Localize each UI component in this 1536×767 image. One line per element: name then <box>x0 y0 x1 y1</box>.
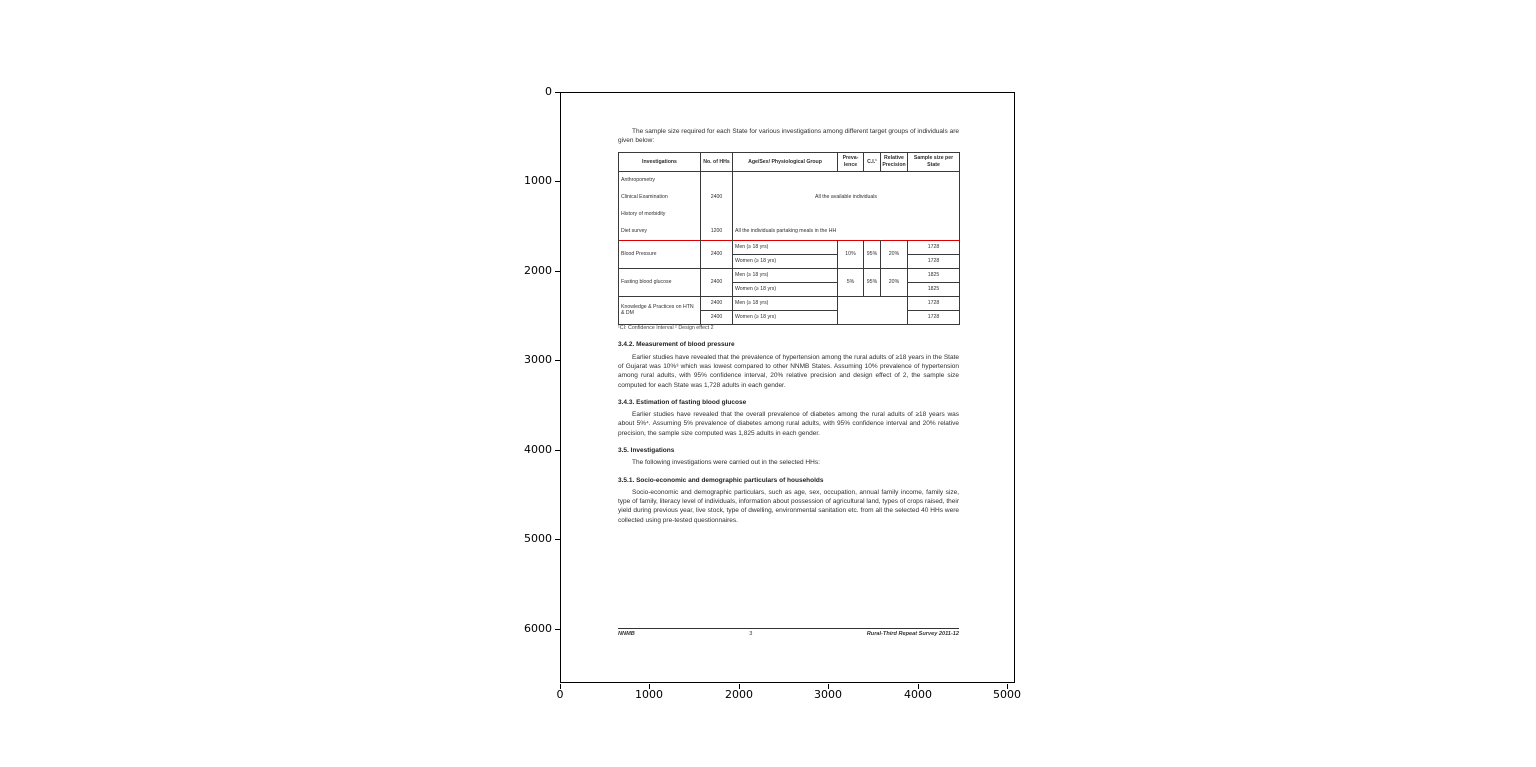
table-row <box>619 171 960 189</box>
prevalence-cell: 10% <box>838 240 864 268</box>
sample-size-cell: 1825 <box>908 282 960 296</box>
merged-cell-partaking-meals: All the individuals partaking meals in the HH <box>733 223 960 241</box>
sample-size-cell: 1728 <box>908 310 960 324</box>
hhs-cell <box>701 171 733 189</box>
age-sex-cell: Men (≥ 18 yrs) <box>733 240 838 254</box>
age-sex-cell: Women (≥ 18 yrs) <box>733 254 838 268</box>
sample-size-cell: 1728 <box>908 254 960 268</box>
x-axis-tick-label: 1000 <box>635 688 663 701</box>
x-axis-tick-label: 2000 <box>725 688 753 701</box>
merged-cell-all-individuals: All the available individuals <box>733 171 960 223</box>
sample-size-cell: 1728 <box>908 296 960 310</box>
investigation-cell: Blood Pressure <box>619 240 701 268</box>
hhs-cell: 2400 <box>701 189 733 206</box>
sample-size-cell: 1728 <box>908 240 960 254</box>
ci-cell: 95% <box>864 268 881 296</box>
y-axis-tick-label: 6000 <box>524 622 552 635</box>
y-axis-tick-label: 5000 <box>524 532 552 545</box>
precision-cell: 20% <box>881 240 908 268</box>
document-page <box>618 127 959 637</box>
section-body-3-4-2: Earlier studies have revealed that the prevalence of hypertension among the rural adults of ≥18 years in the State of Gujarat was 10%³ which was lowest compared to other NNMB States. Assuming 10% prevalence of hypertension among rural adults, with 95% confidence interval, 20% relative precision and design effect of 2, the sample size computed for each State was 1,728 adults in each gender. <box>618 353 959 389</box>
investigation-cell: Clinical Examination <box>619 189 701 206</box>
section-heading-3-5: 3.5. Investigations <box>618 446 675 454</box>
table-row <box>619 223 960 241</box>
table-row <box>619 240 960 254</box>
section-body-3-5-1: Socio-economic and demographic particulars, such as age, sex, occupation, annual family income, family size, type of family, literacy level of individuals, information about possession of agricultural land, types of crops raised, their yield during previous year, live stock, type of dwelling, environmental sanitation etc. from all the selected 40 HHs were collected using pre-tested questionnaires. <box>618 488 959 524</box>
hhs-cell: 1200 <box>701 223 733 241</box>
sample-size-table <box>618 152 960 325</box>
y-axis-tick-label: 4000 <box>524 443 552 456</box>
hhs-cell: 2400 <box>701 240 733 268</box>
section-body-3-4-3: Earlier studies have revealed that the overall prevalence of diabetes among the rural adults of ≥18 years was about 5%⁴. Assuming 5% prevalence of diabetes among rural adults, with 95% confidence interval and 20% relative precision, the sample size computed was 1,825 adults in each gender. <box>618 411 959 437</box>
table-row <box>619 296 960 310</box>
header-no-of-hhs: No. of HHs <box>701 153 733 172</box>
x-axis-tick-label: 4000 <box>904 688 932 701</box>
age-sex-cell: Women (≥ 18 yrs) <box>733 282 838 296</box>
prevalence-cell: 5% <box>838 268 864 296</box>
section-heading-3-4-2: 3.4.2. Measurement of blood pressure <box>618 341 735 349</box>
hhs-cell: 2400 <box>701 310 733 324</box>
sample-size-cell: 1825 <box>908 268 960 282</box>
blank-cell <box>838 296 908 324</box>
x-axis-tick-label: 5000 <box>993 688 1021 701</box>
footer-survey-title: Rural-Third Repeat Survey 2011-12 <box>866 631 959 637</box>
table-footnote: ¹CI: Confidence Interval ² Design effect 2 <box>618 324 714 331</box>
y-axis-tick-label: 0 <box>545 85 552 98</box>
header-investigations: Investigations <box>619 153 701 172</box>
table-header-row <box>619 153 960 172</box>
section-heading-3-5-1: 3.5.1. Socio-economic and demographic particulars of households <box>618 476 824 484</box>
header-sample-size: Sample size per State <box>908 153 960 172</box>
y-axis-tick-label: 2000 <box>524 264 552 277</box>
header-prevalence: Preva- lence <box>838 153 864 172</box>
x-axis-tick-label: 0 <box>556 688 564 701</box>
investigation-cell: Fasting blood glucose <box>619 268 701 296</box>
header-age-sex-group: Age/Sex/ Physiological Group <box>733 153 838 172</box>
investigation-cell: History of morbidity <box>619 206 701 223</box>
age-sex-cell: Men (≥ 18 yrs) <box>733 296 838 310</box>
hhs-cell <box>701 206 733 223</box>
y-axis-tick-label: 1000 <box>524 174 552 187</box>
header-relative-precision: Relative Precision <box>881 153 908 172</box>
footer-page-number: 3 <box>749 631 753 637</box>
plot-area <box>560 92 1015 683</box>
section-heading-3-4-3: 3.4.3. Estimation of fasting blood glucose <box>618 398 747 406</box>
intro-paragraph: The sample size required for each State for various investigations among different target groups of individuals are given below: <box>618 128 959 145</box>
header-ci: C.I.¹ <box>864 153 881 172</box>
page-footer <box>618 628 959 639</box>
section-body-3-5: The following investigations were carried out in the selected HHs: <box>632 459 820 467</box>
hhs-cell: 2400 <box>701 296 733 310</box>
age-sex-cell: Women (≥ 18 yrs) <box>733 310 838 324</box>
investigation-cell: Knowledge & Practices on HTN & DM <box>619 296 701 324</box>
footer-document-name: NNMB <box>618 631 635 637</box>
x-axis-tick-label: 3000 <box>814 688 842 701</box>
investigation-cell: Anthropometry <box>619 171 701 189</box>
table-row <box>619 268 960 282</box>
precision-cell: 20% <box>881 268 908 296</box>
hhs-cell: 2400 <box>701 268 733 296</box>
investigation-cell: Diet survey <box>619 223 701 241</box>
ci-cell: 95% <box>864 240 881 268</box>
age-sex-cell: Men (≥ 18 yrs) <box>733 268 838 282</box>
y-axis-tick-label: 3000 <box>524 353 552 366</box>
